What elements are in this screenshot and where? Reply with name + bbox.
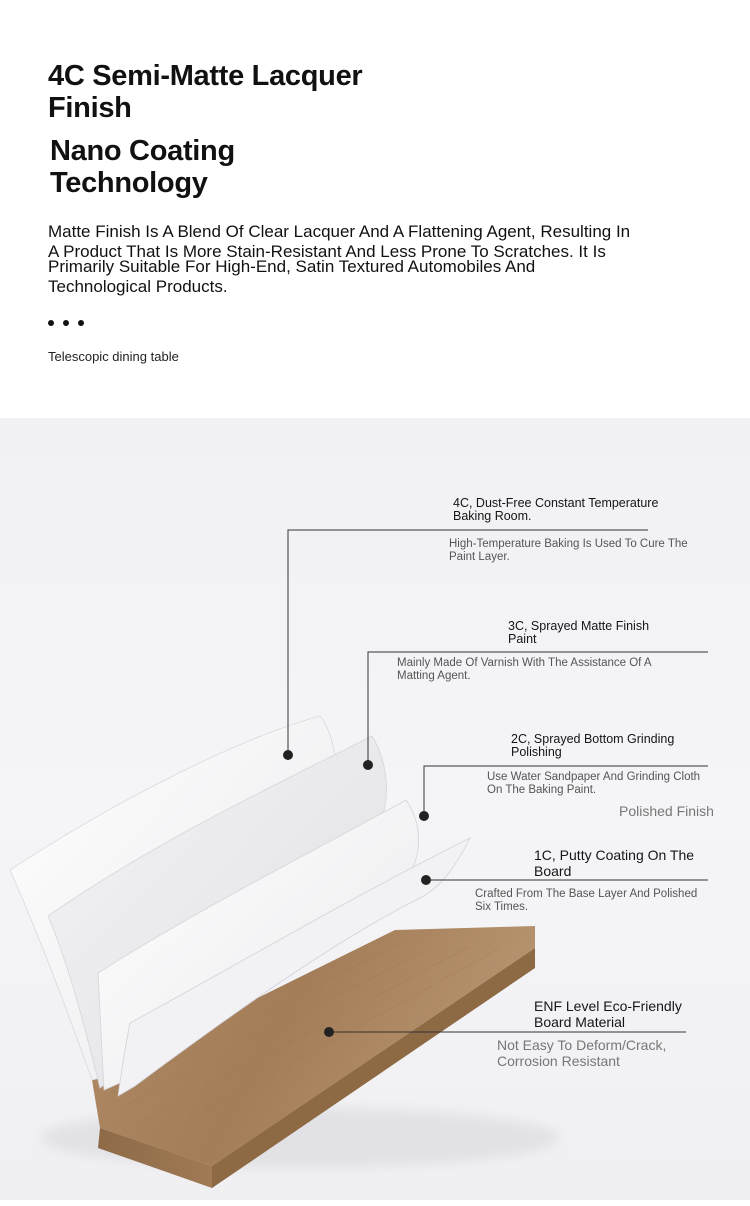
layer-3c-description: Mainly Made Of Varnish With The Assistance Of A Matting Agent. (397, 657, 651, 682)
marker-2c (419, 811, 429, 821)
marker-board (324, 1027, 334, 1037)
page-title: 4C Semi-Matte Lacquer Finish (48, 60, 363, 124)
description-line: A Product That Is More Stain-Resistant And Less Prone To Scratches. It Is (48, 242, 606, 261)
polished-finish-label: Polished Finish (619, 803, 714, 819)
layer-4c-title: 4C, Dust-Free Constant Temperature Baking Room. (453, 496, 659, 523)
layer-diagram (0, 418, 750, 1200)
dots-indicator (48, 320, 93, 328)
layer-2c-description: Use Water Sandpaper And Grinding Cloth On The Baking Paint. (487, 771, 701, 796)
page-subtitle: Nano Coating Technology (50, 135, 235, 199)
description-line: Technological Products. (48, 277, 228, 296)
marker-1c (421, 875, 431, 885)
layer-2c-title: 2C, Sprayed Bottom Grinding Polishing (511, 732, 675, 759)
marker-3c (363, 760, 373, 770)
caption: Telescopic dining table (48, 349, 179, 364)
description (48, 222, 688, 296)
dot (78, 320, 84, 326)
description-line: Matte Finish Is A Blend Of Clear Lacquer And A Flattening Agent, Resulting In (48, 222, 631, 241)
description-line: Primarily Suitable For High-End, Satin Textured Automobiles And (48, 257, 536, 276)
dot (63, 320, 69, 326)
layer-4c-description: High-Temperature Baking Is Used To Cure The Paint Layer. (449, 538, 688, 563)
board-description: Not Easy To Deform/Crack, Corrosion Resistant (497, 1037, 667, 1069)
marker-4c (283, 750, 293, 760)
header-section (0, 0, 750, 418)
board-title: ENF Level Eco-Friendly Board Material (534, 998, 682, 1030)
layer-3c-title: 3C, Sprayed Matte Finish Paint (508, 619, 650, 646)
layer-1c-title: 1C, Putty Coating On The Board (534, 847, 695, 879)
dot (48, 320, 54, 326)
layer-1c-description: Crafted From The Base Layer And Polished Six Times. (475, 888, 698, 913)
